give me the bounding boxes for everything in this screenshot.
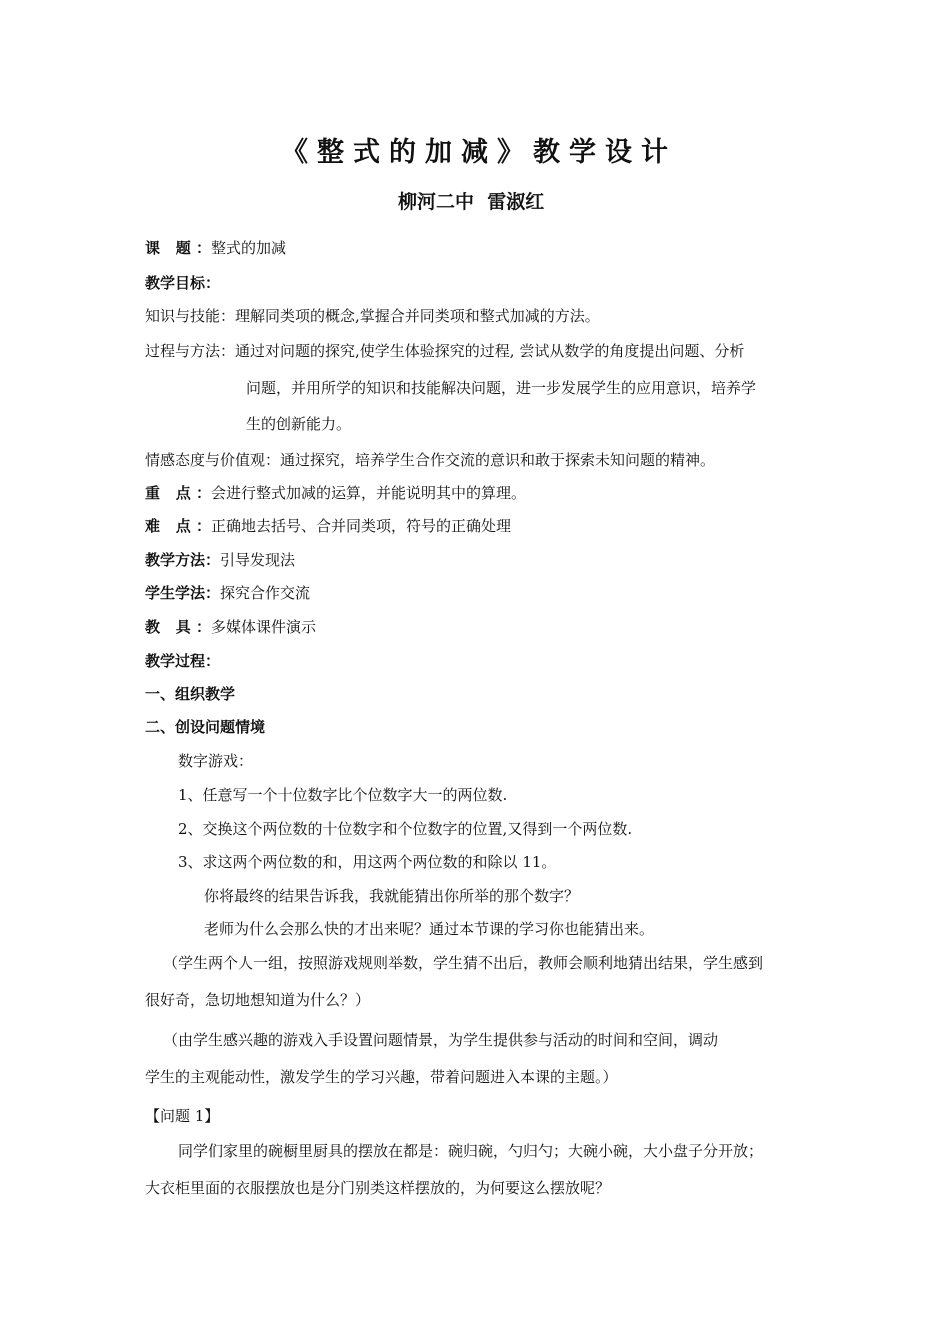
section-2-heading: 二、创设问题情境 xyxy=(145,718,266,736)
question-1-line-2: 大衣柜里面的衣服摆放也是分门别类这样摆放的，为何要这么摆放呢？ xyxy=(145,1179,611,1197)
process-line-1 xyxy=(145,341,744,361)
difficulty-value: 正确地去括号、合并同类项，符号的正确处理 xyxy=(211,517,512,535)
section-1-heading: 一、组织教学 xyxy=(145,685,236,703)
knowledge-value: 理解同类项的概念,掌握合并同类项和整式加减的方法。 xyxy=(235,307,600,325)
note-2-line-2: 学生的主观能动性，激发学生的学习兴趣，带着问题进入本课的主题。） xyxy=(145,1068,618,1086)
method-line xyxy=(145,550,295,570)
process-line-2: 问题，并用所学的知识和技能解决问题，进一步发展学生的应用意识，培养学 xyxy=(246,379,757,397)
game-tell: 你将最终的结果告诉我，我就能猜出你所举的那个数字？ xyxy=(204,887,580,905)
method-value: 引导发现法 xyxy=(220,551,296,569)
note-1-line-2: 很好奇，急切地想知道为什么？） xyxy=(145,991,371,1009)
learning-line xyxy=(145,583,310,603)
game-why: 老师为什么会那么快的才出来呢？通过本节课的学习你也能猜出来。 xyxy=(204,920,655,938)
note-2-line-1: （由学生感兴趣的游戏入手设置问题情景，为学生提供参与活动的时间和空间，调动 xyxy=(163,1031,719,1049)
learning-label: 学生学法： xyxy=(145,584,221,602)
tools-line xyxy=(145,617,316,637)
learning-value: 探究合作交流 xyxy=(220,584,311,602)
game-step-2: 2、交换这个两位数的十位数字和个位数字的位置,又得到一个两位数. xyxy=(178,820,633,838)
knowledge-label: 知识与技能： xyxy=(145,307,236,325)
emotion-line xyxy=(145,450,715,470)
document-title: 《整式的加减》教学设计 xyxy=(281,137,677,168)
key-point-label: 重 点： xyxy=(145,484,211,502)
difficulty-label: 难 点： xyxy=(145,517,211,535)
question-1-label: 【问题 1】 xyxy=(145,1107,220,1125)
goals-heading xyxy=(145,273,220,293)
note-1-line-1: （学生两个人一组，按照游戏规则举数，学生猜不出后，教师会顺利地猜出结果，学生感到 xyxy=(163,954,764,972)
key-point-value: 会进行整式加减的运算，并能说明其中的算理。 xyxy=(211,484,527,502)
method-label: 教学方法： xyxy=(145,551,221,569)
teaching-process-label: 教学过程： xyxy=(145,652,221,670)
game-step-3: 3、求这两个两位数的和，用这两个两位数的和除以 11。 xyxy=(178,853,557,871)
process-label: 过程与方法： xyxy=(145,342,236,360)
emotion-label: 情感态度与价值观： xyxy=(145,451,281,469)
tools-label: 教 具： xyxy=(145,618,211,636)
process-line-3: 生的创新能力。 xyxy=(246,415,352,433)
author-line: 柳河二中 雷淑红 xyxy=(398,191,545,213)
knowledge-line xyxy=(145,306,600,326)
process-text-1: 通过对问题的探究,使学生体验探究的过程, 尝试从数学的角度提出问题、分析 xyxy=(235,342,745,360)
goals-label: 教学目标： xyxy=(145,274,221,292)
question-1-line-1: 同学们家里的碗橱里厨具的摆放在都是：碗归碗，勺归勺；大碗小碗，大小盘子分开放； xyxy=(178,1142,764,1160)
game-title: 数字游戏： xyxy=(178,752,254,770)
topic-line xyxy=(145,238,286,258)
teaching-process-heading xyxy=(145,651,220,671)
key-point-line xyxy=(145,483,526,503)
difficulty-line xyxy=(145,516,511,536)
game-step-1: 1、任意写一个十位数字比个位数字大一的两位数. xyxy=(178,786,508,804)
topic-value: 整式的加减 xyxy=(211,239,287,257)
emotion-value: 通过探究，培养学生合作交流的意识和敢于探索未知问题的精神。 xyxy=(280,451,716,469)
tools-value: 多媒体课件演示 xyxy=(211,618,317,636)
topic-label: 课 题： xyxy=(145,239,211,257)
